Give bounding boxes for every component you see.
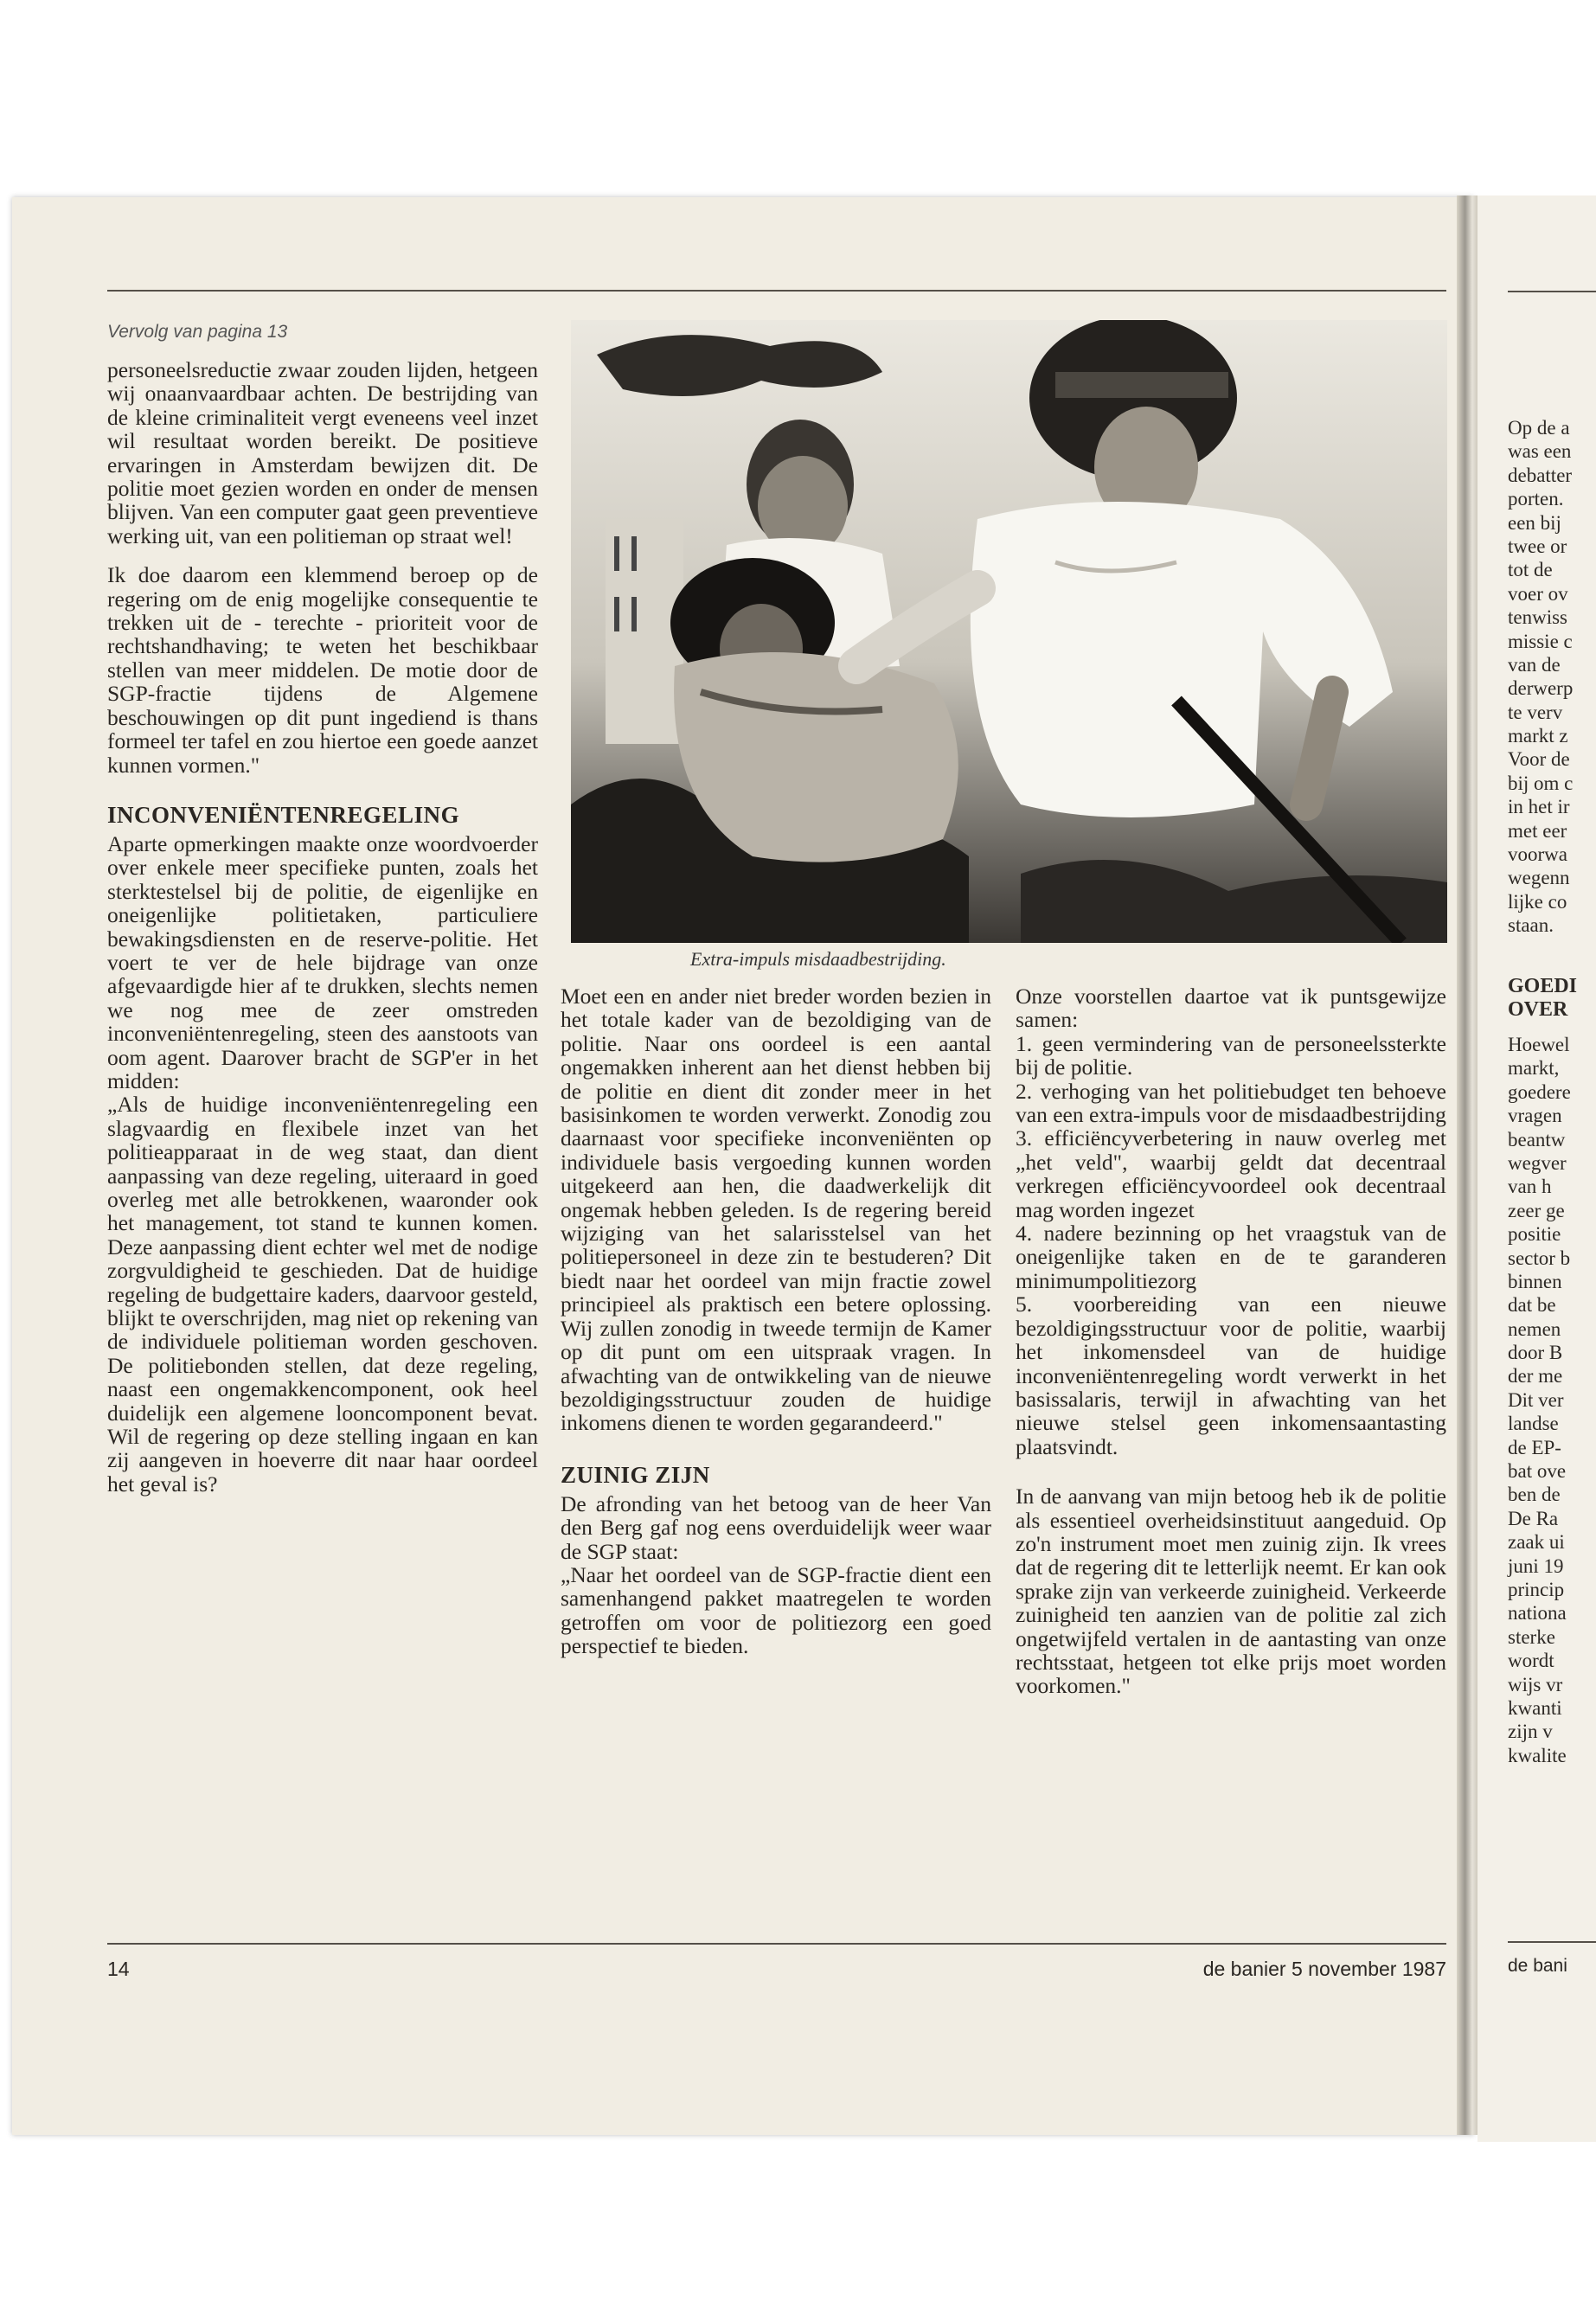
adjacent-heading [1508,974,1577,1022]
text-line: nationa [1508,1602,1567,1625]
heading-line: OVER [1508,998,1568,1022]
text-line: vragen [1508,1105,1562,1127]
top-rule [107,290,1446,292]
text-line: tenwiss [1508,606,1567,629]
text-line: te verv [1508,701,1563,723]
text-line: Hoewel [1508,1034,1570,1055]
text-line: twee or [1508,535,1567,557]
text-line: voer ov [1508,582,1568,605]
paragraph: De afronding van het betoog van de heer Van den Berg gaf nog eens overduidelijk weer waar de SGP staat: [561,1490,991,1564]
paragraph: „Als de huidige inconveniëntenregeling een slagvaardig en flexibele inzet van het politieapparaat in de weg staat, dan dient aanpassing van deze regeling, uiteraard in goed overleg met alle betrokkenen, waaronder ook het management, tot stand te kunnen komen. Deze aanpassing dient echter wel met de nodige zorgvuldigheid te geschieden. Dat de huidige regeling de budgettaire kaders, daarvoor gesteld, blijkt te overschrijden, mag niet op rekening van de individuele politieman worden geschoven. De politiebonden stellen, dat deze regeling, naast een ongemakkencomponent, ook heel duidelijk een algemene looncomponent bevat. Wil de regering op deze stelling ingaan en kan zij aangeven in hoeverre dit naar haar oordeel het geval is? [107,1092,538,1497]
text-line: zeer ge [1508,1199,1565,1221]
paragraph: Ik doe daarom een klemmend beroep op de regering om de enig mogelijke consequentie te trekken uit de - terechte - prioriteit voor de rechtshandhaving; te weten het beschikbaar stellen van meer middelen. De motie door de SGP-fractie tijdens de Algemene beschouwingen op dit punt ingediend is thans formeel ter tafel en zou hiertoe een goede aanzet kunnen vormen." [107,562,538,778]
list-item: 5. voorbereiding van een nieuwe bezoldigingsstructuur voor de politie, waarbij het inkomensdeel van de huidige inconveniëntenregeling wordt verwerkt in het basissalaris, terwijl in afwachting van het nieuwe stelsel geen inkomensaantasting plaatsvindt. [1016,1292,1446,1459]
text-line: Voor de [1508,748,1570,771]
adjacent-bottom-rule [1508,1941,1596,1943]
column-2 [561,984,991,1674]
page-number: 14 [107,1958,130,1980]
text-line: Op de a [1508,417,1570,439]
text-line: binnen [1508,1270,1562,1292]
magazine-page [12,197,1474,2135]
text-line: Dit ver [1508,1388,1564,1411]
text-line: in het ir [1508,796,1570,818]
text-line: bat ove [1508,1460,1567,1483]
text-line: juni 19 [1508,1554,1564,1577]
text-line: landse [1508,1413,1559,1435]
text-line: de EP- [1508,1436,1561,1458]
text-line: princip [1508,1578,1565,1600]
text-line: missie c [1508,630,1573,652]
publication-line: de banier 5 november 1987 [1202,1958,1446,1980]
text-line: ben de [1508,1484,1561,1506]
text-line: van de [1508,653,1561,676]
text-line: wijs vr [1508,1673,1563,1695]
text-line: der me [1508,1365,1563,1388]
column-3 [1016,984,1446,1714]
text-line: door B [1508,1342,1563,1364]
text-line: markt z [1508,725,1568,747]
text-line: debatter [1508,464,1573,486]
text-line: was een [1508,440,1572,463]
text-line: tot de [1508,559,1553,581]
text-line: sector b [1508,1247,1571,1269]
paragraph: „Naar het oordeel van de SGP-fractie dient een samenhangend pakket maatregelen te worden getroffen om voor de politiezorg een goed perspectief te bieden. [561,1561,991,1659]
text-line: wegver [1508,1151,1567,1174]
text-line: wegenn [1508,867,1570,889]
text-line: wordt [1508,1650,1554,1672]
text-line: kwalite [1508,1744,1567,1766]
paragraph: Onze voorstellen daartoe vat ik puntsgewijze samen: [1016,984,1446,1033]
text-line: nemen [1508,1317,1561,1340]
column-1 [107,358,538,1511]
section-heading-zuinig-zijn: ZUINIG ZIJN [561,1461,710,1488]
proposal-list [1016,1032,1446,1458]
text-line: dat be [1508,1294,1556,1317]
list-item: 1. geen vermindering van de personeelssterkte bij de politie. [1016,1030,1446,1080]
text-line: zijn v [1508,1721,1553,1743]
photo-caption: Extra-impuls misdaadbestrijding. [690,948,946,970]
text-line: markt, [1508,1057,1560,1080]
continued-from-label: Vervolg van pagina 13 [107,322,288,342]
list-item: 2. verhoging van het politiebudget ten behoeve van een extra-impuls voor de misdaadbestrijding [1016,1078,1446,1128]
text-line: met eer [1508,819,1567,842]
police-arrest-photo [571,320,1447,943]
text-line: een bij [1508,511,1561,534]
text-line: kwanti [1508,1696,1562,1719]
paragraph: Moet een en ander niet breder worden bezien in het totale kader van de bezoldiging van de politie. Naar ons oordeel is een aantal ongemakken inherent aan het dienst hebben bij de politie en dient dit zonder meer in het basisinkomen te worden verwerkt. Zonodig zou daarnaast voor specifieke inconveniënten op individuele basis vergoeding kunnen worden uitgekeerd aan hen, die daadwerkelijk dit ongemak hebben geleden. Is de regering bereid wijziging van het salarisstelsel van het politiepersoneel in deze zin te bestuderen? Dit biedt naar het oordeel van mijn fractie zowel principieel als praktisch een betere oplossing. Wij zullen zonodig in tweede termijn de Kamer op dit punt om een uitspraak vragen. In afwachting van de ontwikkeling van de nieuwe bezoldigingsstructuur zouden de huidige inkomens dienen te worden gegarandeerd." [561,984,991,1436]
text-line: sterke [1508,1625,1555,1648]
adjacent-column-bottom [1508,1033,1571,1767]
text-line: lijke co [1508,890,1567,913]
text-line: beantw [1508,1128,1566,1150]
text-line: De Ra [1508,1507,1559,1529]
text-line: goedere [1508,1080,1571,1103]
adjacent-top-rule [1508,291,1596,292]
adjacent-footer: de bani [1508,1956,1567,1976]
section-heading-inconvenienten: INCONVENIËNTENREGELING [107,801,460,828]
text-line: voorwa [1508,843,1567,866]
paragraph: personeelsreductie zwaar zouden lijden, hetgeen wij onaanvaardbaar achten. De bestrijding van de kleine criminaliteit vergt eveneens veel inzet wil resultaat worden bereikt. De positieve ervaringen in Amsterdam bewijzen dit. De politie moet gezien worden en onder de mensen blijven. Van een computer gaat geen preventieve werking uit, van een politieman op straat wel! [107,357,538,548]
news-photo [571,320,1447,943]
text-line: bij om c [1508,772,1574,794]
paragraph: Aparte opmerkingen maakte onze woordvoerder over enkele meer specifieke punten, zoals het sterktestelsel bij de politie, de eigenlijke en oneigenlijke politietaken, particuliere bewakingsdiensten en de reserve-politie. Het voert te ver de hele bijdrage van onze afgevaardigde hier af te drukken, slechts nemen we nog mee de zeer omstreden inconveniëntenregeling, steen des aanstoots van oom agent. Daarover bracht de SGP'er in het midden: [107,830,538,1093]
text-line: staan. [1508,914,1554,937]
page-fold [1457,195,1477,2135]
paragraph: In de aanvang van mijn betoog heb ik de politie als essentieel overheidsinstituut aangeduid. Op zo'n instrument moet men zuinig zijn. Ik vrees dat de regering dit te letterlijk neemt. Er kan ook sprake zijn van verkeerde zuinigheid. Verkeerde zuinigheid ten aanzien van de politie zal zich ongetwijfeld vertalen in de aantasting van onze rechtsstaat, hetgeen tot elke prijs moet worden voorkomen." [1016,1484,1446,1699]
list-item: 4. nadere bezinning op het vraagstuk van de oneigenlijke taken en de te garanderen minimumpolitiezorg [1016,1221,1446,1293]
adjacent-page [1477,195,1596,2142]
text-line: positie [1508,1223,1561,1246]
adjacent-column-top [1508,416,1573,938]
text-line: porten. [1508,488,1564,510]
bottom-rule [107,1943,1446,1945]
text-line: van h [1508,1176,1552,1198]
text-line: zaak ui [1508,1531,1565,1554]
list-item: 3. efficiëncyverbetering in nauw overleg met „het veld", waarbij geldt dat decentraal verkregen efficiëncyvoordeel ook decentraal mag worden ingezet [1016,1125,1446,1222]
text-line: derwerp [1508,677,1574,700]
heading-line: GOEDI [1508,975,1578,997]
